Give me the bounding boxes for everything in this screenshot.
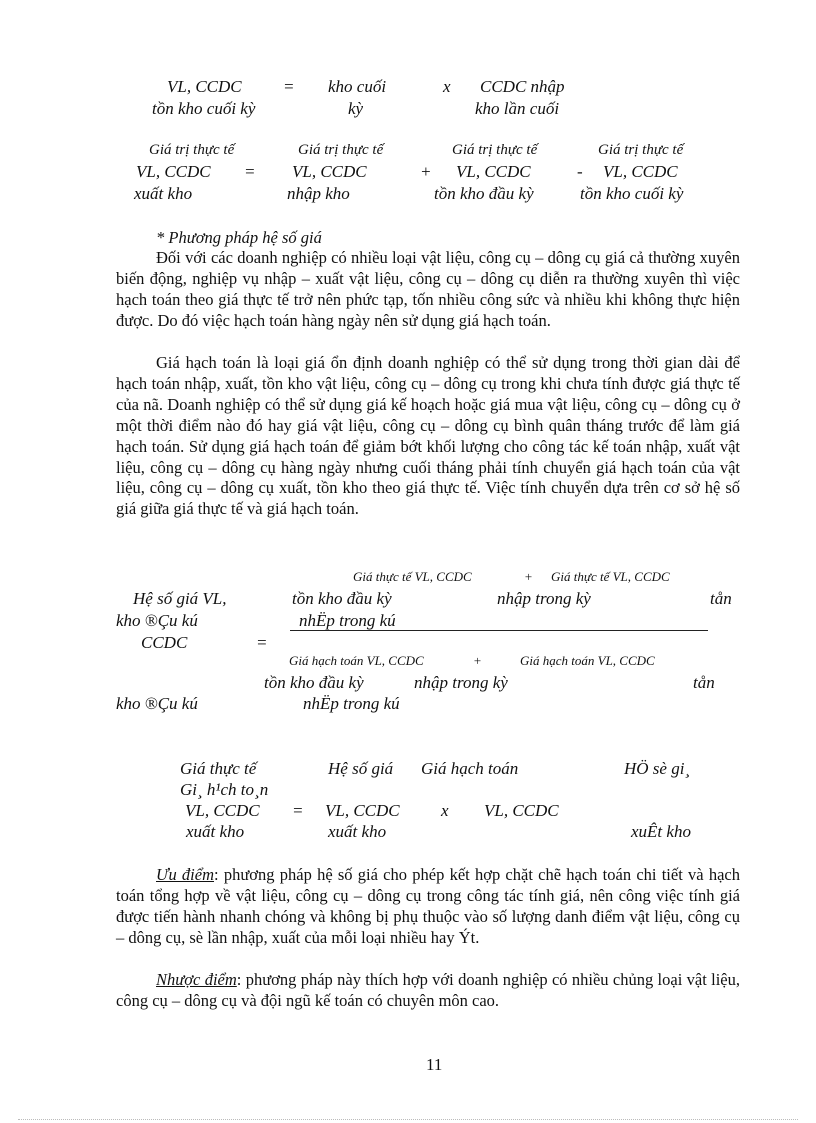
formula1-kho-cuoi: kho cuối (328, 77, 387, 96)
formula2-label-3: Giá trị thực tế (452, 142, 538, 158)
advantage-label: Ưu điểm (156, 865, 215, 884)
page-number: 11 (426, 1055, 443, 1074)
formula2-ton-kho-dau-ky: tồn kho đầu kỳ (434, 184, 534, 203)
formula3-den-nhap-trong-ky: nhập trong kỳ (414, 673, 508, 692)
formula4-xuat-kho-2: xuất kho (328, 822, 387, 841)
formula3-ccdc: CCDC (141, 633, 188, 652)
formula3-num-top-left: Giá thực tế VL, CCDC (353, 569, 472, 584)
formula1-equals: = (283, 77, 295, 96)
formula4-vl-ccdc-2: VL, CCDC (325, 801, 400, 820)
formula2-vl-ccdc-2: VL, CCDC (292, 162, 367, 181)
formula3-he-so-gia-vl: Hệ số giá VL, (133, 589, 227, 608)
formula4-xuat-kho-3: xuÊt kho (631, 822, 691, 841)
formula4-vl-ccdc-1: VL, CCDC (185, 801, 260, 820)
disadvantage-text: : phương pháp này thích hợp với doanh nghiệp có nhiều chủng loại vật liệu, công cụ – dông cụ và đội ngũ kế toán có chuyên môn cao. (116, 970, 740, 1010)
formula3-den-plus: + (473, 653, 482, 668)
fraction-bar (290, 630, 708, 631)
formula4-he-so-gia: Hệ số giá (328, 759, 394, 778)
formula3-num-nhap-trong-ky: nhập trong kỳ (497, 589, 591, 608)
formula1-ky: kỳ (348, 99, 364, 118)
formula2-vl-ccdc-3: VL, CCDC (456, 162, 531, 181)
disadvantage-label: Nhược điểm (156, 970, 237, 989)
formula2-xuat-kho: xuất kho (134, 184, 193, 203)
formula2-equals: = (244, 162, 256, 181)
formula1-times: x (443, 77, 451, 96)
formula3-num-top-right: Giá thực tế VL, CCDC (551, 569, 670, 584)
formula3-kho-cu-ku: kho ®Çu kú (116, 611, 198, 630)
paragraph-1: Đối với các doanh nghiệp có nhiều loại vật liệu, công cụ – dông cụ giá cả thường xuyên biến động, nghiệp vụ nhập – xuất vật liệu, công cụ – dông cụ diễn ra thường xuyên thì việc hạch toán theo giá thực tế trở nên phức tạp, tốn nhiều công sức và nhiều khi không thực hiện được. Do đó việc hạch toán hàng ngày nên sử dụng giá hạch toán. (116, 248, 740, 330)
formula3-den-kho-cu-ku: kho ®Çu kú (116, 694, 198, 713)
formula3-num-ton-kho-dau-ky: tồn kho đầu kỳ (292, 589, 392, 608)
formula3-num-tan: tån (710, 589, 732, 608)
page-bottom-divider (18, 1119, 798, 1120)
formula2-label-1: Giá trị thực tế (149, 142, 235, 158)
formula3-den-ton-kho-dau-ky: tồn kho đầu kỳ (264, 673, 364, 692)
formula2-ton-kho-cuoi-ky: tồn kho cuối kỳ (580, 184, 684, 203)
formula1-kho-lan-cuoi: kho lần cuối (475, 99, 560, 118)
disadvantage-paragraph (116, 970, 740, 1012)
formula4-xuat-kho-1: xuất kho (186, 822, 245, 841)
formula4-gia-hach-toan: Giá hạch toán (421, 759, 519, 778)
formula3-den-tan: tån (693, 673, 715, 692)
advantage-text: : phương pháp hệ số giá cho phép kết hợp chặt chẽ hạch toán chi tiết và hạch toán tổng hợp về vật liệu, công cụ – dông cụ trong công tác tính giá, nên công việc tính giá được tiến hành nhanh chóng và không bị phụ thuộc vào số lượng danh điểm vật liệu, công cụ – dông cụ, sè lần nhập, xuất của mỗi loại nhiều hay Ýt. (116, 865, 740, 947)
formula2-vl-ccdc-4: VL, CCDC (603, 162, 678, 181)
advantage-paragraph (116, 865, 740, 949)
formula3-equals: = (256, 633, 268, 652)
formula1-ton-kho-cuoi-ky: tồn kho cuối kỳ (152, 99, 256, 118)
formula4-vl-ccdc-3: VL, CCDC (484, 801, 559, 820)
formula4-times: x (441, 801, 449, 820)
formula1-ccdc-nhap: CCDC nhập (480, 77, 565, 96)
formula2-vl-ccdc-1: VL, CCDC (136, 162, 211, 181)
formula3-den-nhep-trong-ku: nhËp trong kú (303, 694, 400, 713)
formula4-gi-hach-ton: Gi¸ h¹ch to¸n (180, 780, 269, 799)
formula2-label-4: Giá trị thực tế (598, 142, 684, 158)
formula3-num-plus: + (524, 569, 533, 584)
section-heading: * Phương pháp hệ số giá (156, 228, 322, 247)
formula1-vl-ccdc: VL, CCDC (167, 77, 242, 96)
formula2-minus: - (577, 162, 583, 181)
formula3-den-top-left: Giá hạch toán VL, CCDC (289, 653, 424, 668)
formula2-plus: + (420, 162, 432, 181)
formula2-nhap-kho: nhập kho (287, 184, 350, 203)
formula2-label-2: Giá trị thực tế (298, 142, 384, 158)
formula4-he-so-gi: HÖ sè gi¸ (624, 759, 691, 778)
formula3-den-top-right: Giá hạch toán VL, CCDC (520, 653, 655, 668)
formula3-num-nhep-trong-ku: nhËp trong kú (299, 611, 396, 630)
formula4-gia-thuc-te: Giá thực tế (180, 759, 257, 778)
formula4-equals: = (292, 801, 304, 820)
paragraph-2: Giá hạch toán là loại giá ổn định doanh nghiệp có thể sử dụng trong thời gian dài để hạch toán nhập, xuất, tồn kho vật liệu, công cụ – dông cụ trong khi chưa tính được giá thực tế của nã. Doanh nghiệp có thể sử dụng giá kế hoạch hoặc giá mua vật liệu, công cụ – dông cụ ở một thời điểm nào đó hay giá vật liệu, công cụ – dông cụ bình quân tháng trước để làm giá hạch toán. Sử dụng giá hạch toán để giảm bớt khối lượng cho công tác kế toán nhập, xuất vật liệu, công cụ – dông cụ hàng ngày nhưng cuối tháng phải tính chuyển giá hạch toán của vật liệu, công cụ – dông cụ xuất, tồn kho theo giá thực tế. Việc tính chuyển dựa trên cơ sở hệ số giá giữa giá thực tế và giá hạch toán. (116, 353, 740, 519)
